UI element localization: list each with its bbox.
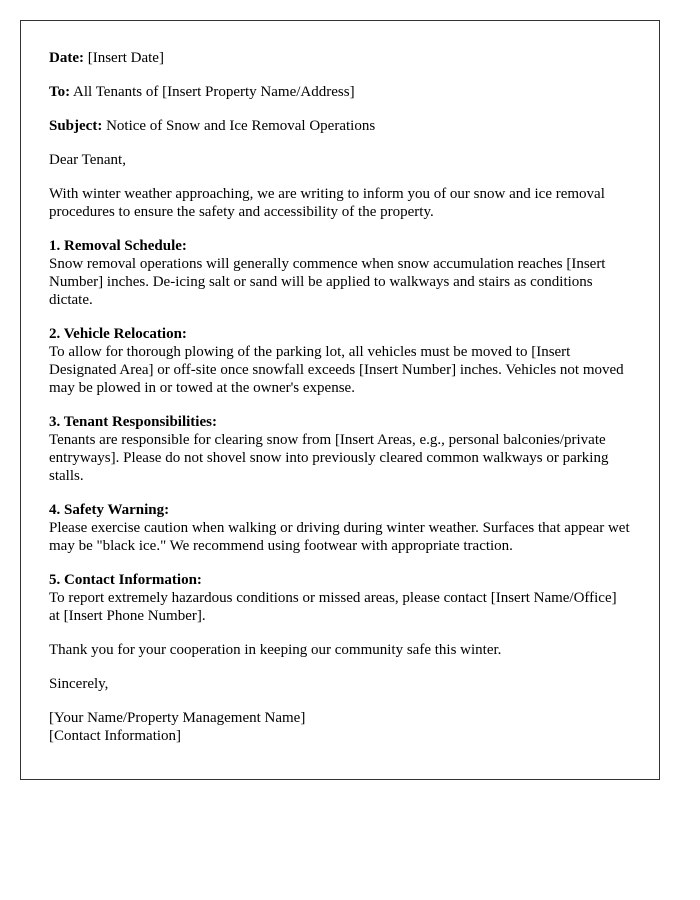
section-removal-schedule xyxy=(49,237,631,309)
section-tenant-responsibilities xyxy=(49,413,631,485)
to-label: To: xyxy=(49,84,71,100)
section-title: 5. Contact Information: xyxy=(49,572,202,588)
date-line xyxy=(49,49,631,67)
section-title: 4. Safety Warning: xyxy=(49,502,170,518)
section-title: 2. Vehicle Relocation: xyxy=(49,326,187,342)
signature-block xyxy=(49,709,631,745)
subject-line xyxy=(49,117,631,135)
section-body: Tenants are responsible for clearing snow from [Insert Areas, e.g., personal balconies/private entryways]. Please do not shovel snow into previously cleared common walkways or parking stalls. xyxy=(49,432,609,484)
section-title: 3. Tenant Responsibilities: xyxy=(49,414,217,430)
section-safety-warning xyxy=(49,501,631,555)
closing-thanks: Thank you for your cooperation in keeping our community safe this winter. xyxy=(49,642,502,658)
greeting: Dear Tenant, xyxy=(49,152,126,168)
section-title: 1. Removal Schedule: xyxy=(49,238,187,254)
intro-paragraph: With winter weather approaching, we are writing to inform you of our snow and ice removal procedures to ensure the safety and accessibility of the property. xyxy=(49,186,605,220)
to-line xyxy=(49,83,631,101)
section-body: Snow removal operations will generally commence when snow accumulation reaches [Insert Number] inches. De-icing salt or sand will be applied to walkways and stairs as conditions dictate. xyxy=(49,256,606,308)
section-body: To report extremely hazardous conditions or missed areas, please contact [Insert Name/Office] at [Insert Phone Number]. xyxy=(49,590,617,624)
date-value: [Insert Date] xyxy=(83,50,164,66)
section-body: To allow for thorough plowing of the parking lot, all vehicles must be moved to [Insert Designated Area] or off-site once snowfall exceeds [Insert Number] inches. Vehicles not moved may be plowed in or towed at the owner's expense. xyxy=(49,344,624,396)
date-label: Date: xyxy=(49,50,84,66)
subject-value: Notice of Snow and Ice Removal Operations xyxy=(102,118,376,134)
signoff: Sincerely, xyxy=(49,676,109,692)
signature-name: [Your Name/Property Management Name] xyxy=(49,710,306,726)
letter-container xyxy=(20,20,660,780)
section-contact-information xyxy=(49,571,631,625)
signature-contact: [Contact Information] xyxy=(49,728,182,744)
section-body: Please exercise caution when walking or driving during winter weather. Surfaces that appear wet may be "black ice." We recommend using footwear with appropriate traction. xyxy=(49,520,630,554)
to-value: All Tenants of [Insert Property Name/Address] xyxy=(70,84,355,100)
subject-label: Subject: xyxy=(49,118,103,134)
section-vehicle-relocation xyxy=(49,325,631,397)
